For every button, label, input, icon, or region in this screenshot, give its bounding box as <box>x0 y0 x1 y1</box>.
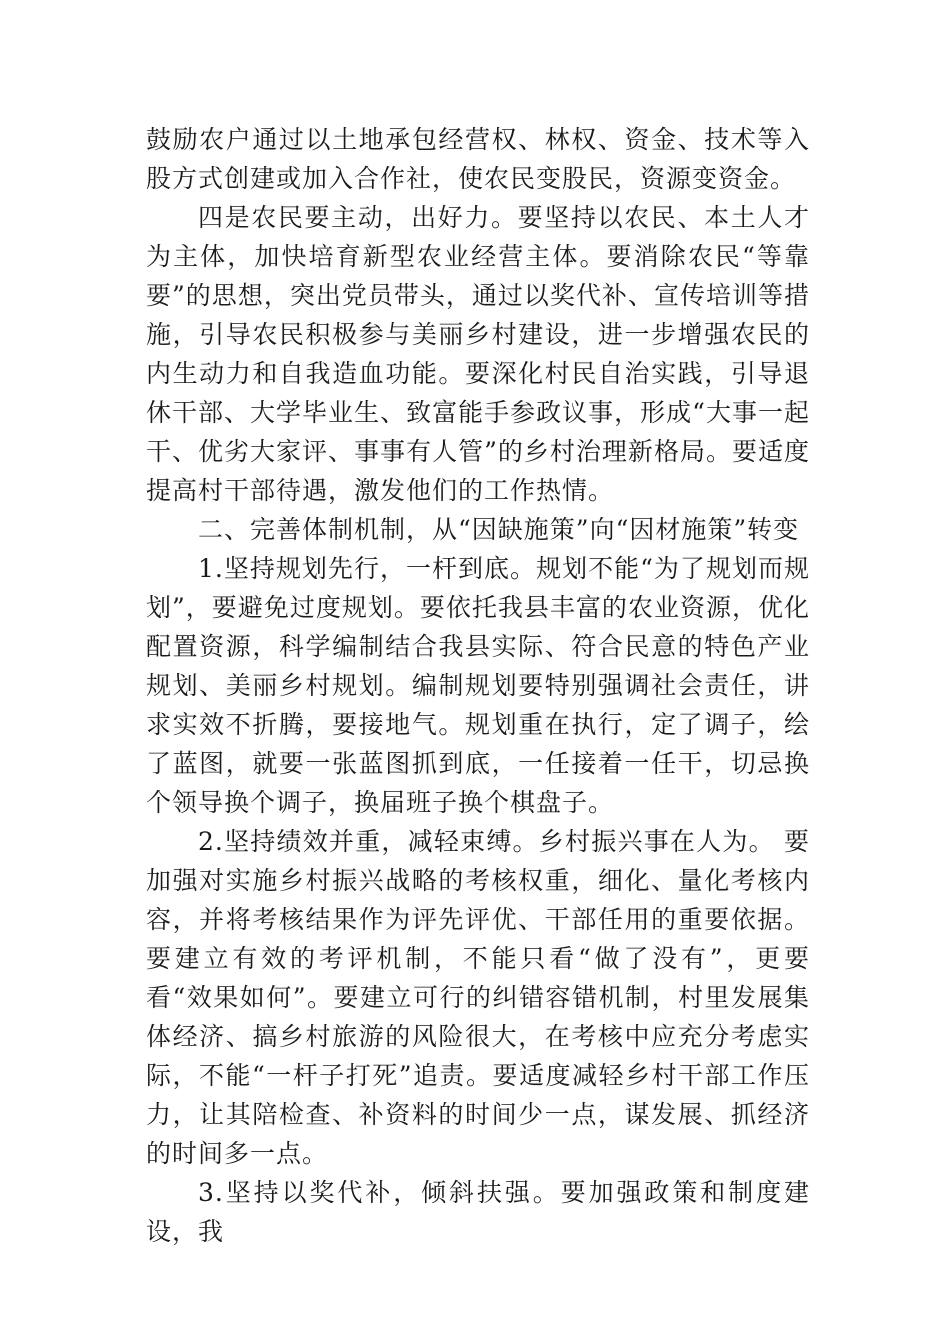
paragraph-4: 2.坚持绩效并重，减轻束缚。乡村振兴事在人为。 要加强对实施乡村振兴战略的考核权重，细化、量化考核内容，并将考核结果作为评先评优、干部任用的重要依据。要建立有效的考评机制，不能只看“做了没有”，更要看“效果如何”。要建立可行的纠错容错机制，村里发展集体经济、搞乡村旅游的风险很大，在考核中应充分考虑实际，不能“一杆子打死”追责。要适度减轻乡村干部工作压力，让其陪检查、补资料的时间少一点，谋发展、抓经济的时间多一点。 <box>146 827 810 1168</box>
paragraph-1: 鼓励农户通过以土地承包经营权、林权、资金、技术等入股方式创建或加入合作社，使农民变股民，资源变资金。 <box>146 125 810 193</box>
paragraph-3: 1.坚持规划先行，一杆到底。规划不能“为了规划而规划”，要避免过度规划。要依托我县丰富的农业资源，优化配置资源，科学编制结合我县实际、符合民意的特色产业规划、美丽乡村规划。编制规划要特别强调社会责任，讲求实效不折腾，要接地气。规划重在执行，定了调子，绘了蓝图，就要一张蓝图抓到底，一任接着一任干，切忌换个领导换个调子，换届班子换个棋盘子。 <box>146 554 810 817</box>
document-body <box>146 120 810 1251</box>
section-heading: 二、完善体制机制，从“因缺施策”向“因材施策”转变 <box>198 515 800 544</box>
paragraph-2: 四是农民要主动，出好力。要坚持以农民、本土人才为主体，加快培育新型农业经营主体。要消除农民“等靠要”的思想，突出党员带头，通过以奖代补、宣传培训等措施，引导农民积极参与美丽乡村建设，进一步增强农民的内生动力和自我造血功能。要深化村民自治实践，引导退休干部、大学毕业生、致富能手参政议事，形成“大事一起干、优劣大家评、事事有人管”的乡村治理新格局。要适度提高村干部待遇，激发他们的工作热情。 <box>146 203 810 505</box>
paragraph-5: 3.坚持以奖代补，倾斜扶强。要加强政策和制度建设，我 <box>146 1178 810 1246</box>
